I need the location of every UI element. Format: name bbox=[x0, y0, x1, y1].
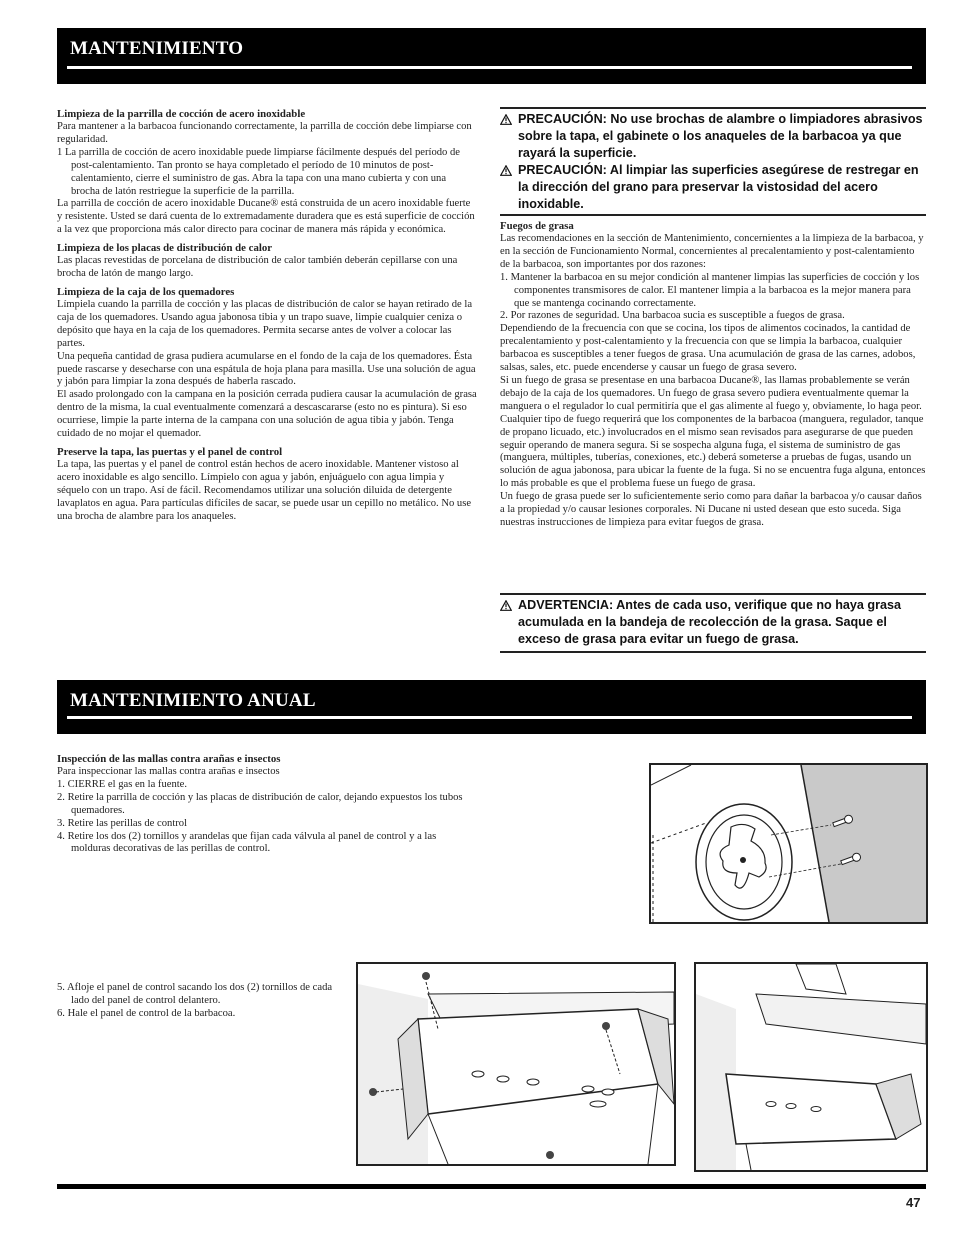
grate-heading: Limpieza de la parrilla de cocción de acero inoxidable bbox=[57, 108, 306, 120]
remove-panel-illustration bbox=[696, 964, 926, 1170]
burner-box-heading: Limpieza de la caja de los quemadores bbox=[57, 285, 235, 298]
spider-step-1: 1. CIERRE el gas en la fuente. bbox=[57, 778, 188, 790]
remove-panel-figure bbox=[694, 962, 928, 1172]
grate-durable: La parrilla de cocción de acero inoxidable Ducane® está construida de un acero inoxidable fuerte y resistente. Usted se dará cuenta de lo extremadamente duradera que es está superficie de cocción a la vez que proporciona más calor directo para cocinar de manera más rápida y económica. bbox=[57, 198, 475, 236]
grate-intro: Para mantener a la barbacoa funcionando correctamente, la parrilla de cocción debe limpiarse con regularidad. bbox=[57, 121, 472, 145]
warning-box bbox=[500, 593, 926, 653]
burner-box-p1: Límpiela cuando la parrilla de cocción y las placas de distribución de calor se hayan retirado de la caja de los quemadores. Usando agua jabonosa tibia y un trapo suave, limpie cualquier ceniza o depósito que haya en la caja de los quemadores. Permita secarse antes de volver a colocar las partes. bbox=[57, 298, 473, 349]
warning-text: ADVERTENCIA: Antes de cada uso, verifique que no haya grasa acumulada en la bandeja de recolección de la grasa. Saque el exceso de grasa para evitar un fuego de grasa. bbox=[518, 598, 902, 646]
lid-heading: Preserve la tapa, las puertas y el panel de control bbox=[57, 445, 283, 458]
valve-illustration bbox=[651, 765, 926, 922]
burner-box-p3: El asado prolongado con la campana en la posición cerrada pudiera causar la acumulación de grasa dentro de la misma, la cual eventualmente comenzará a descascararse (esto no es pintura). Si eso ocurriese, limpie la parte interna de la campana con una solución de agua tibia y jabón. Tenga cuidado de no mojar el quemador. bbox=[57, 389, 477, 440]
annual-title: MANTENIMIENTO ANUAL bbox=[70, 690, 316, 711]
grease-p2: Si un fuego de grasa se presentase en una barbacoa Ducane®, las llamas probablemente se verán debajo de la caja de los quemadores. Un fuego de grasa severo pudiera eventualmente quemar la manguera o el regulador lo cual permitiría que el gas alimente al fuego y, obviamente, lo haga peor. bbox=[500, 374, 922, 412]
grease-reason-2: 2. Por razones de seguridad. Una barbacoa sucia es susceptible a fuegos de grasa. bbox=[500, 310, 845, 322]
spider-step-4: 4. Retire los dos (2) tornillos y arandelas que fijan cada válvula al panel de control y a las molduras decorativas de las perillas de control. bbox=[57, 830, 437, 855]
spider-step-2: 2. Retire la parrilla de cocción y las placas de distribución de calor, dejando expuestos los tubos quemadores. bbox=[57, 791, 463, 816]
footer-rule bbox=[57, 1184, 926, 1189]
control-panel-illustration bbox=[358, 964, 674, 1164]
page-number: 47 bbox=[906, 1195, 921, 1210]
grate-step-1: 1 La parrilla de cocción de acero inoxidable puede limpiarse fácilmente después del período de post-calentamiento. Tan pronto se haya completado el período de 10 minutos de post-calentamiento, cierre el suministro de gas. Abra la tapa con una mano cubierta y con una brocha de latón restriegue la superficie de la parrilla. bbox=[57, 146, 460, 197]
left-column bbox=[57, 108, 477, 523]
control-panel-figure bbox=[356, 962, 676, 1166]
grease-intro: Las recomendaciones en la sección de Mantenimiento, concernientes a la limpieza de la barbacoa, y en la sección de Funcionamiento Normal, concernientes al precalentamiento y post-calentamiento de la barbacoa, son importantes por dos razones: bbox=[500, 233, 924, 270]
annual-steps-2 bbox=[57, 982, 337, 1021]
plates-heading: Limpieza de los placas de distribución de calor bbox=[57, 242, 273, 255]
annual-maintenance-banner bbox=[57, 680, 926, 734]
caution-1-text: PRECAUCIÓN: No use brochas de alambre o limpiadores abrasivos sobre la tapa, el gabinete o los anaqueles de la barbacoa ya que rayará la superficie. bbox=[518, 112, 923, 160]
grease-reason-1: 1. Mantener la barbacoa en su mejor condición al mantener limpias las superficies de cocción y los componentes transmisores de calor. El mantener limpia a la barbacoa es la mejor manera para que se mantenga cocinando correctamente. bbox=[500, 271, 920, 309]
spider-heading: Inspección de las mallas contra arañas e insectos bbox=[57, 753, 281, 765]
warning-triangle-icon bbox=[500, 114, 512, 125]
warning-triangle-icon bbox=[500, 600, 512, 611]
caution-2-text: PRECAUCIÓN: Al limpiar las superficies asegúrese de restregar en la dirección del grano para preservar la vistosidad del acero inoxidable. bbox=[518, 163, 919, 211]
maintenance-banner bbox=[57, 28, 926, 84]
caution-2 bbox=[500, 162, 926, 213]
maintenance-title: MANTENIMIENTO bbox=[70, 38, 244, 59]
warning-triangle-icon bbox=[500, 165, 512, 176]
caution-1 bbox=[500, 111, 926, 162]
burner-box-p2: Una pequeña cantidad de grasa pudiera acumularse en el fondo de la caja de los quemadores. Ésta puede rascarse y desecharse con una espátula de hoja plana para masilla. Use una solución de agua y jabón para limpiar la zona después de haberla rascado. bbox=[57, 350, 476, 388]
lid-text: La tapa, las puertas y el panel de control están hechos de acero inoxidable. Mantener vistoso al acero inoxidable es algo sencillo. Límpielo con agua y jabón, enjuáguelo con agua limpia y séquelo con un trapo. Así de fácil. Recomendamos utilizar una solución diluida de detergente lavaplatos en agua. Para partículas difíciles de sacar, se puede usar un cepillo no metálico. No use una brocha de alambre para los anaqueles. bbox=[57, 458, 472, 522]
grease-p4: Un fuego de grasa puede ser lo suficientemente serio como para dañar la barbacoa y/o causar daños a la propiedad y/o causar lesiones corporales. Ni Ducane ni usted desean que esto suceda. Siga nuestras instrucciones de limpieza para evitar fuegos de grasa. bbox=[500, 491, 922, 528]
grease-p3: Cualquier tipo de fuego requerirá que los componentes de la barbacoa (manguera, regulador, tanque de propano licuado, etc.) involucrados en el mismo sean revisados para asegurarse de que pueden seguir operando de manera segura. Si se sospecha alguna fuga, el sistema de suministro de gas (manguera, múltiples, tuberías, conexiones, etc.) deberá someterse a pruebas de fugas, usando un solución de agua jabonosa, para ubicar la fuente de la fuga. Si no se encuentra fuga alguna, entonces lo más probable es que el problema fuese un fuego de grasa. bbox=[500, 413, 926, 490]
spider-step-6: 6. Hale el panel de control de la barbacoa. bbox=[57, 1007, 236, 1019]
caution-box bbox=[500, 107, 926, 216]
valve-figure bbox=[649, 763, 928, 924]
spider-step-5: 5. Afloje el panel de control sacando los dos (2) tornillos de cada lado del panel de control delantero. bbox=[57, 982, 333, 1006]
grease-heading: Fuegos de grasa bbox=[500, 220, 574, 232]
warning-item bbox=[500, 597, 926, 648]
grease-p1: Dependiendo de la frecuencia con que se cocina, los tipos de alimentos cocinados, la cantidad de precalentamiento y post-calentamiento y la frecuencia con que se limpia la barbacoa, cualquier barbacoa es susceptibles a tener fuegos de grasa. Una acumulación de grasa de las carnes, adobos, salsas, sales, etc. puede encenderse y causar un fuego de grasa severo. bbox=[500, 323, 916, 374]
spider-step-3: 3. Retire las perillas de control bbox=[57, 817, 188, 829]
plates-text: Las placas revestidas de porcelana de distribución de calor también deberán cepillarse con una brocha de latón de mango largo. bbox=[57, 255, 458, 280]
spider-intro: Para inspeccionar las mallas contra arañas e insectos bbox=[57, 766, 280, 777]
annual-steps bbox=[57, 753, 477, 856]
grease-fire-section bbox=[500, 220, 926, 530]
